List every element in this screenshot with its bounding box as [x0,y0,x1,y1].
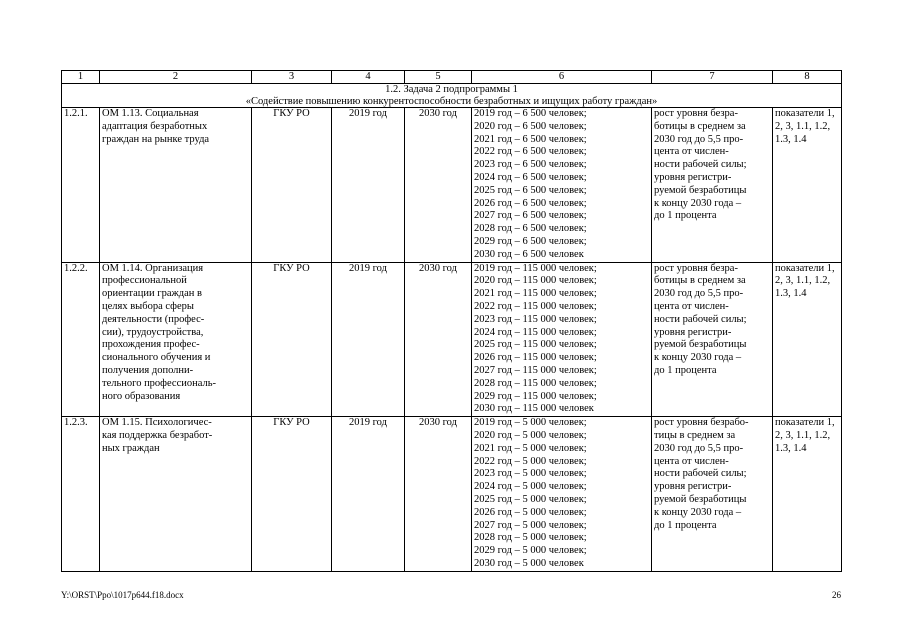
end-year-cell: 2030 год [405,417,472,572]
measure-name-line: ного образования [102,390,181,402]
end-year-cell: 2030 год [405,262,472,417]
expected-result-line: руемой безработицы [654,339,747,351]
column-header: 4 [332,71,405,84]
indicators-line: 1.3, 1.4 [775,133,807,145]
measure-name-line: граждан на рынке труда [102,133,210,145]
indicators-line: показатели 1, [775,108,835,119]
column-header: 5 [405,71,472,84]
year-value-line: 2021 год – 6 500 человек; [474,133,587,145]
table-row [62,417,842,572]
start-year-cell: 2019 год [332,108,405,263]
measure-name-line: тельного профессиональ- [102,377,216,389]
year-value-line: 2025 год – 5 000 человек; [474,493,587,505]
year-value-line: 2021 год – 5 000 человек; [474,442,587,454]
section-header-row [62,84,842,108]
year-value-line: 2027 год – 115 000 человек; [474,364,597,376]
expected-result-cell [652,417,773,572]
yearly-results-cell [472,262,652,417]
row-number-cell: 1.2.3. [62,417,100,572]
year-value-line: 2029 год – 5 000 человек; [474,545,587,557]
year-value-line: 2020 год – 5 000 человек; [474,429,587,441]
year-value-line: 2026 год – 5 000 человек; [474,506,587,518]
table-row [62,108,842,263]
year-value-line: 2029 год – 6 500 человек; [474,235,587,247]
end-year-cell: 2030 год [405,108,472,263]
expected-result-line: до 1 процента [654,210,717,222]
indicators-line: показатели 1, [775,417,835,429]
year-value-line: 2029 год – 115 000 человек; [474,390,597,402]
year-value-line: 2026 год – 115 000 человек; [474,352,597,364]
expected-result-line: цента от числен- [654,300,729,312]
expected-result-line: руемой безработицы [654,493,747,505]
year-value-line: 2019 год – 6 500 человек; [474,108,587,119]
measure-name-line: целях выбора сферы [102,300,194,312]
measure-name-cell [100,262,252,417]
expected-result-line: до 1 процента [654,519,717,531]
table-row [62,262,842,417]
indicators-cell [773,108,842,263]
indicators-line: 1.3, 1.4 [775,288,807,300]
expected-result-line: до 1 процента [654,364,717,376]
expected-result-line: цента от числен- [654,455,729,467]
expected-result-line: к концу 2030 года – [654,506,742,518]
year-value-line: 2023 год – 115 000 человек; [474,313,597,325]
measure-name-line: ОМ 1.15. Психологичес- [102,417,212,429]
footer-page-number: 26 [832,590,841,600]
expected-result-line: руемой безработицы [654,184,747,196]
year-value-line: 2022 год – 115 000 человек; [474,300,597,312]
year-value-line: 2021 год – 115 000 человек; [474,288,597,300]
expected-result-line: уровня регистри- [654,481,732,493]
expected-result-line: к концу 2030 года – [654,352,742,364]
year-value-line: 2030 год – 6 500 человек [474,248,584,260]
column-header: 8 [773,71,842,84]
column-number-row [62,71,842,84]
year-value-line: 2020 год – 6 500 человек; [474,120,587,132]
indicators-line: 1.3, 1.4 [775,442,807,454]
year-value-line: 2022 год – 5 000 человек; [474,455,587,467]
indicators-line: 2, 3, 1.1, 1.2, [775,429,831,441]
expected-result-line: ности рабочей силы; [654,313,747,325]
year-value-line: 2024 год – 5 000 человек; [474,481,587,493]
row-number-cell: 1.2.1. [62,108,100,263]
expected-result-line: рост уровня безрабо- [654,417,749,429]
year-value-line: 2019 год – 115 000 человек; [474,262,597,274]
measure-name-line: сионального обучения и [102,352,211,364]
expected-result-line: цента от числен- [654,146,729,158]
column-header: 6 [472,71,652,84]
expected-result-line: 2030 год до 5,5 про- [654,442,744,454]
indicators-cell [773,262,842,417]
year-value-line: 2026 год – 6 500 человек; [474,197,587,209]
year-value-line: 2023 год – 6 500 человек; [474,159,587,171]
measure-name-line: деятельности (профес- [102,313,205,325]
measure-name-cell [100,417,252,572]
expected-result-line: рост уровня безра- [654,262,738,274]
indicators-line: 2, 3, 1.1, 1.2, [775,120,831,132]
footer-file-path: Y:\ORST\Ppo\1017p644.f18.docx [61,590,184,600]
year-value-line: 2028 год – 6 500 человек; [474,223,587,235]
measure-name-line: сии), трудоустройства, [102,326,204,338]
indicators-cell [773,417,842,572]
expected-result-line: уровня регистри- [654,171,732,183]
expected-result-line: 2030 год до 5,5 про- [654,288,744,300]
expected-result-line: ботицы в среднем за [654,120,746,132]
section-title-line-1: 1.2. Задача 2 подпрограммы 1 [385,84,518,95]
year-value-line: 2030 год – 115 000 человек [474,403,594,415]
measure-name-line: адаптация безработных [102,120,208,132]
year-value-line: 2028 год – 5 000 человек; [474,532,587,544]
indicators-line: показатели 1, [775,262,835,274]
yearly-results-cell [472,108,652,263]
start-year-cell: 2019 год [332,417,405,572]
year-value-line: 2019 год – 5 000 человек; [474,417,587,429]
section-title-line-2: «Содействие повышению конкурентоспособности безработных и ищущих работу граждан» [245,95,658,107]
year-value-line: 2027 год – 5 000 человек; [474,519,587,531]
measure-name-line: ориентации граждан в [102,288,202,300]
expected-result-line: уровня регистри- [654,326,732,338]
expected-result-line: 2030 год до 5,5 про- [654,133,744,145]
section-title [62,84,842,108]
measure-name-line: профессиональной [102,275,187,287]
expected-result-line: ботицы в среднем за [654,275,746,287]
row-number-cell: 1.2.2. [62,262,100,417]
expected-result-cell [652,262,773,417]
expected-result-line: к концу 2030 года – [654,197,742,209]
year-value-line: 2025 год – 115 000 человек; [474,339,597,351]
expected-result-line: ности рабочей силы; [654,468,747,480]
column-header: 3 [252,71,332,84]
expected-result-line: тицы в среднем за [654,429,736,441]
year-value-line: 2023 год – 5 000 человек; [474,468,587,480]
measure-name-line: ных граждан [102,442,160,454]
executor-cell: ГКУ РО [252,262,332,417]
yearly-results-cell [472,417,652,572]
measure-name-line: получения дополни- [102,364,194,376]
measure-name-line: ОМ 1.14. Организация [102,262,204,274]
expected-result-line: рост уровня безра- [654,108,738,119]
column-header: 2 [100,71,252,84]
executor-cell: ГКУ РО [252,417,332,572]
year-value-line: 2027 год – 6 500 человек; [474,210,587,222]
year-value-line: 2022 год – 6 500 человек; [474,146,587,158]
year-value-line: 2020 год – 115 000 человек; [474,275,597,287]
year-value-line: 2028 год – 115 000 человек; [474,377,597,389]
measure-name-cell [100,108,252,263]
measure-name-line: кая поддержка безработ- [102,429,213,441]
year-value-line: 2025 год – 6 500 человек; [474,184,587,196]
expected-result-line: ности рабочей силы; [654,159,747,171]
measure-name-line: ОМ 1.13. Социальная [102,108,199,119]
column-header: 1 [62,71,100,84]
column-header: 7 [652,71,773,84]
measure-name-line: прохождения профес- [102,339,200,351]
start-year-cell: 2019 год [332,262,405,417]
program-table [61,70,842,572]
executor-cell: ГКУ РО [252,108,332,263]
year-value-line: 2024 год – 6 500 человек; [474,171,587,183]
year-value-line: 2030 год – 5 000 человек [474,557,584,569]
indicators-line: 2, 3, 1.1, 1.2, [775,275,831,287]
year-value-line: 2024 год – 115 000 человек; [474,326,597,338]
expected-result-cell [652,108,773,263]
